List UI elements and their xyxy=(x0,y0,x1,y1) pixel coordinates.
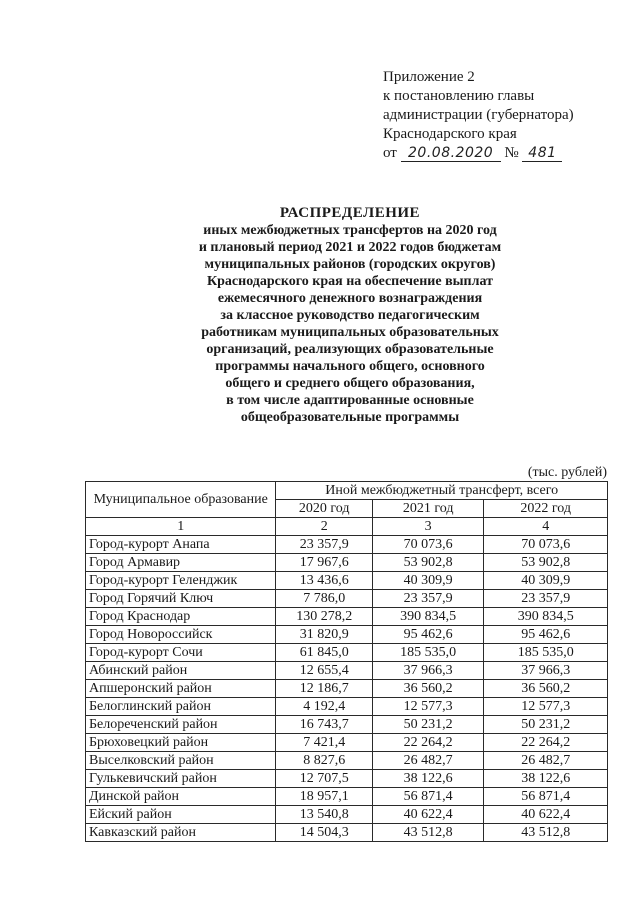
municipality-cell: Динской район xyxy=(86,788,276,806)
table-row xyxy=(86,626,608,644)
municipality-cell: Апшеронский район xyxy=(86,680,276,698)
value-2021-cell: 70 073,6 xyxy=(372,536,483,554)
appendix-date-line xyxy=(383,144,623,163)
value-2022-cell: 12 577,3 xyxy=(484,698,608,716)
value-2020-cell: 12 655,4 xyxy=(276,662,373,680)
value-2020-cell: 13 540,8 xyxy=(276,806,373,824)
value-2021-cell: 56 871,4 xyxy=(372,788,483,806)
table-row xyxy=(86,752,608,770)
date-prefix: от xyxy=(383,145,397,161)
value-2020-cell: 31 820,9 xyxy=(276,626,373,644)
municipality-cell: Гулькевичский район xyxy=(86,770,276,788)
title-line: Краснодарского края на обеспечение выплат xyxy=(206,274,493,289)
document-title xyxy=(150,205,550,426)
value-2021-cell: 36 560,2 xyxy=(372,680,483,698)
value-2021-cell: 390 834,5 xyxy=(372,608,483,626)
table-row xyxy=(86,554,608,572)
value-2022-cell: 95 462,6 xyxy=(484,626,608,644)
value-2020-cell: 14 504,3 xyxy=(276,824,373,842)
appendix-line-1: Приложение 2 xyxy=(383,69,475,85)
value-2022-cell: 38 122,6 xyxy=(484,770,608,788)
value-2022-cell: 37 966,3 xyxy=(484,662,608,680)
municipality-cell: Город-курорт Анапа xyxy=(86,536,276,554)
value-2020-cell: 7 421,4 xyxy=(276,734,373,752)
value-2021-cell: 12 577,3 xyxy=(372,698,483,716)
municipality-cell: Город Краснодар xyxy=(86,608,276,626)
value-2021-cell: 38 122,6 xyxy=(372,770,483,788)
table-row xyxy=(86,644,608,662)
column-number: 2 xyxy=(276,518,373,536)
table-row xyxy=(86,788,608,806)
table-row xyxy=(86,770,608,788)
value-2022-cell: 40 622,4 xyxy=(484,806,608,824)
header-municipality: Муниципальное образование xyxy=(86,482,276,518)
title-line: общеобразовательные программы xyxy=(240,410,460,425)
value-2022-cell: 50 231,2 xyxy=(484,716,608,734)
value-2022-cell: 390 834,5 xyxy=(484,608,608,626)
value-2020-cell: 12 707,5 xyxy=(276,770,373,788)
column-number: 1 xyxy=(86,518,276,536)
value-2020-cell: 7 786,0 xyxy=(276,590,373,608)
value-2022-cell: 26 482,7 xyxy=(484,752,608,770)
municipality-cell: Город Горячий Ключ xyxy=(86,590,276,608)
table-row xyxy=(86,824,608,842)
title-line: общего и среднего общего образования, xyxy=(225,376,475,391)
value-2021-cell: 40 309,9 xyxy=(372,572,483,590)
header-transfer: Иной межбюджетный трансферт, всего xyxy=(276,482,608,500)
value-2021-cell: 95 462,6 xyxy=(372,626,483,644)
value-2022-cell: 43 512,8 xyxy=(484,824,608,842)
table-row xyxy=(86,698,608,716)
value-2021-cell: 43 512,8 xyxy=(372,824,483,842)
municipality-cell: Город Армавир xyxy=(86,554,276,572)
title-line: муниципальных районов (городских округов) xyxy=(204,257,496,272)
appendix-line-4: Краснодарского края xyxy=(383,126,517,142)
table-row xyxy=(86,608,608,626)
appendix-line-2: к постановлению главы xyxy=(383,88,535,104)
title-heading: РАСПРЕДЕЛЕНИЕ xyxy=(279,205,421,221)
value-2020-cell: 130 278,2 xyxy=(276,608,373,626)
distribution-table xyxy=(85,481,608,842)
municipality-cell: Город Новороссийск xyxy=(86,626,276,644)
value-2020-cell: 18 957,1 xyxy=(276,788,373,806)
value-2022-cell: 22 264,2 xyxy=(484,734,608,752)
municipality-cell: Брюховецкий район xyxy=(86,734,276,752)
title-line: ежемесячного денежного вознаграждения xyxy=(217,291,483,306)
value-2022-cell: 53 902,8 xyxy=(484,554,608,572)
handwritten-date: 20.08.2020 xyxy=(401,145,501,162)
title-line: в том числе адаптированные основные xyxy=(226,393,474,408)
table-row xyxy=(86,806,608,824)
table-row xyxy=(86,572,608,590)
header-row xyxy=(86,482,608,500)
value-2022-cell: 70 073,6 xyxy=(484,536,608,554)
value-2020-cell: 17 967,6 xyxy=(276,554,373,572)
value-2021-cell: 50 231,2 xyxy=(372,716,483,734)
municipality-cell: Ейский район xyxy=(86,806,276,824)
table-row xyxy=(86,590,608,608)
value-2021-cell: 22 264,2 xyxy=(372,734,483,752)
table-row xyxy=(86,536,608,554)
municipality-cell: Кавказский район xyxy=(86,824,276,842)
value-2020-cell: 4 192,4 xyxy=(276,698,373,716)
municipality-cell: Город-курорт Геленджик xyxy=(86,572,276,590)
title-line: за классное руководство педагогическим xyxy=(220,308,480,323)
units-label: (тыс. рублей) xyxy=(527,465,607,480)
value-2022-cell: 36 560,2 xyxy=(484,680,608,698)
value-2020-cell: 12 186,7 xyxy=(276,680,373,698)
value-2021-cell: 40 622,4 xyxy=(372,806,483,824)
value-2021-cell: 53 902,8 xyxy=(372,554,483,572)
title-line: иных межбюджетных трансфертов на 2020 год xyxy=(203,223,497,238)
table-body xyxy=(86,536,608,842)
title-line: организаций, реализующих образовательные xyxy=(206,342,494,357)
value-2020-cell: 13 436,6 xyxy=(276,572,373,590)
column-number-row xyxy=(86,518,608,536)
handwritten-number: 481 xyxy=(522,145,562,162)
header-year-2020: 2020 год xyxy=(276,500,373,518)
table-row xyxy=(86,680,608,698)
value-2021-cell: 23 357,9 xyxy=(372,590,483,608)
municipality-cell: Город-курорт Сочи xyxy=(86,644,276,662)
value-2021-cell: 37 966,3 xyxy=(372,662,483,680)
value-2021-cell: 26 482,7 xyxy=(372,752,483,770)
header-year-2022: 2022 год xyxy=(484,500,608,518)
title-line: работникам муниципальных образовательных xyxy=(201,325,499,340)
municipality-cell: Абинский район xyxy=(86,662,276,680)
value-2020-cell: 8 827,6 xyxy=(276,752,373,770)
column-number: 3 xyxy=(372,518,483,536)
title-line: и плановый период 2021 и 2022 годов бюджетам xyxy=(198,240,502,255)
value-2022-cell: 23 357,9 xyxy=(484,590,608,608)
value-2022-cell: 40 309,9 xyxy=(484,572,608,590)
value-2020-cell: 16 743,7 xyxy=(276,716,373,734)
value-2020-cell: 23 357,9 xyxy=(276,536,373,554)
title-line: программы начального общего, основного xyxy=(215,359,485,374)
table-row xyxy=(86,734,608,752)
appendix-block xyxy=(383,68,623,163)
number-prefix: № xyxy=(504,145,519,161)
appendix-line-3: администрации (губернатора) xyxy=(383,107,574,123)
value-2022-cell: 56 871,4 xyxy=(484,788,608,806)
municipality-cell: Белореченский район xyxy=(86,716,276,734)
header-year-2021: 2021 год xyxy=(372,500,483,518)
value-2022-cell: 185 535,0 xyxy=(484,644,608,662)
table-row xyxy=(86,716,608,734)
municipality-cell: Белоглинский район xyxy=(86,698,276,716)
value-2020-cell: 61 845,0 xyxy=(276,644,373,662)
value-2021-cell: 185 535,0 xyxy=(372,644,483,662)
column-number: 4 xyxy=(484,518,608,536)
municipality-cell: Выселковский район xyxy=(86,752,276,770)
table-row xyxy=(86,662,608,680)
